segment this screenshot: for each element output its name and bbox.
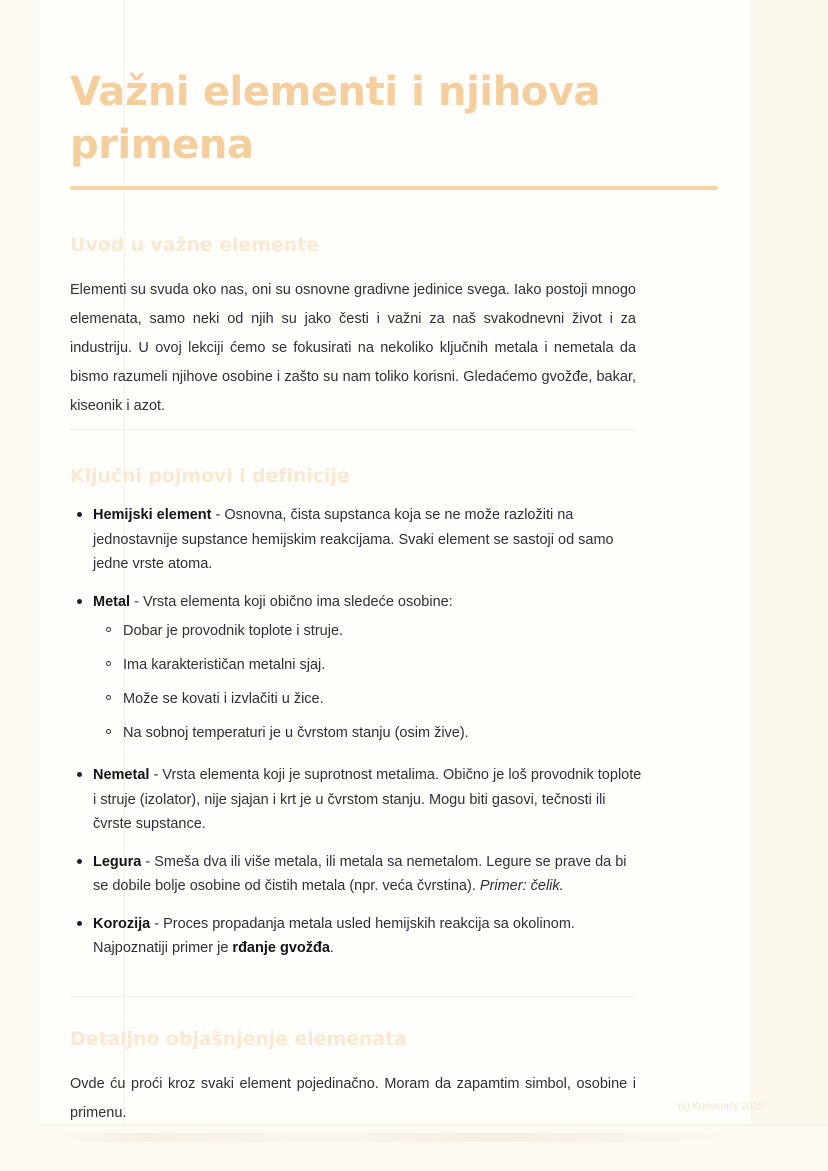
page-shadow-artifact	[60, 1133, 760, 1142]
section-heading-key-terms: Ključni pojmovi i definicije	[70, 465, 350, 487]
list-item	[93, 721, 642, 745]
bullet-circle-icon	[106, 627, 111, 632]
intro-paragraph: Elementi su svuda oko nas, oni su osnovne gradivne jedinice svega. Iako postoji mnogo elemenata, samo neki od njih su jako česti i važni za naš svakodnevni život i za industriju. U ovoj lekciji ćemo se fokusirati na nekoliko ključnih metala i nemetala da bismo razumeli njihove osobine i zašto su nam toliko korisni. Gledaćemo gvožđe, bakar, kiseonik i azot.	[70, 282, 636, 414]
details-paragraph: Ovde ću proći kroz svaki element pojedinačno. Moram da zapamtim simbol, osobine i primenu.	[70, 1076, 636, 1121]
term-label: Legura	[93, 853, 142, 870]
key-terms-list	[70, 503, 642, 961]
bullet-circle-icon	[106, 661, 111, 666]
term-example-italic: Primer: čelik.	[479, 878, 564, 894]
page-title: Važni elementi i njihova primena	[70, 69, 601, 168]
sub-item-text: Na sobnoj temperaturi je u čvrstom stanju (osim žive).	[123, 725, 469, 741]
term-label: Korozija	[93, 915, 151, 932]
term-description: - Proces propadanja metala usled hemijskih reakcija sa okolinom. Najpoznatiji primer je	[93, 915, 575, 956]
metal-properties-sublist	[93, 619, 642, 745]
bullet-circle-icon	[106, 695, 111, 700]
term-description: - Osnovna, čista supstanca koja se ne može razložiti na jednostavnije supstance hemijskim reakcijama. Svaki element se sastoji od samo jedne vrste atoma.	[93, 507, 614, 572]
bullet-dot-icon	[77, 859, 82, 864]
copyright-watermark: (c) Knowunity 2025	[678, 1101, 764, 1112]
section-divider-2	[70, 996, 636, 997]
term-emphasis: rđanje gvožđa	[232, 940, 330, 956]
sub-item-text: Ima karakterističan metalni sjaj.	[123, 657, 326, 673]
sub-item-text: Može se kovati i izvlačiti u žice.	[123, 691, 324, 707]
term-description: - Vrsta elementa koji je suprotnost metalima. Obično je loš provodnik toplote i struje (izolator), nije sjajan i krt je u čvrstom stanju. Mogu biti gasovi, tečnosti ili čvrste supstance.	[93, 767, 642, 832]
section-heading-details: Detaljno objašnjenje elemenata	[70, 1028, 407, 1050]
list-item	[70, 912, 642, 961]
list-item	[93, 619, 642, 643]
list-item	[93, 653, 642, 677]
list-item	[70, 590, 642, 746]
bullet-circle-icon	[106, 729, 111, 734]
term-label: Hemijski element	[93, 507, 212, 523]
term-description: - Smeša dva ili više metala, ili metala sa nemetalom. Legure se prave da bi se dobile bolje osobine od čistih metala (npr. veća čvrstina).	[93, 853, 627, 894]
section-divider-1	[70, 429, 636, 430]
bullet-dot-icon	[77, 599, 82, 604]
list-item	[70, 850, 642, 899]
list-item	[93, 687, 642, 711]
section-heading-intro: Uvod u važne elemente	[70, 234, 319, 256]
bullet-dot-icon	[77, 772, 82, 777]
list-item	[70, 763, 642, 837]
term-label: Nemetal	[93, 767, 150, 783]
term-description: - Vrsta elementa koji obično ima sledeće osobine:	[130, 593, 453, 610]
list-item	[70, 503, 642, 577]
page-right-margin-strip	[750, 0, 828, 1126]
term-label: Metal	[93, 593, 131, 610]
bullet-dot-icon	[77, 921, 82, 926]
sub-item-text: Dobar je provodnik toplote i struje.	[123, 623, 344, 639]
term-description-end: .	[329, 940, 334, 956]
document-content	[70, 0, 718, 1126]
title-underline-rule	[70, 186, 718, 190]
bullet-dot-icon	[77, 512, 82, 517]
